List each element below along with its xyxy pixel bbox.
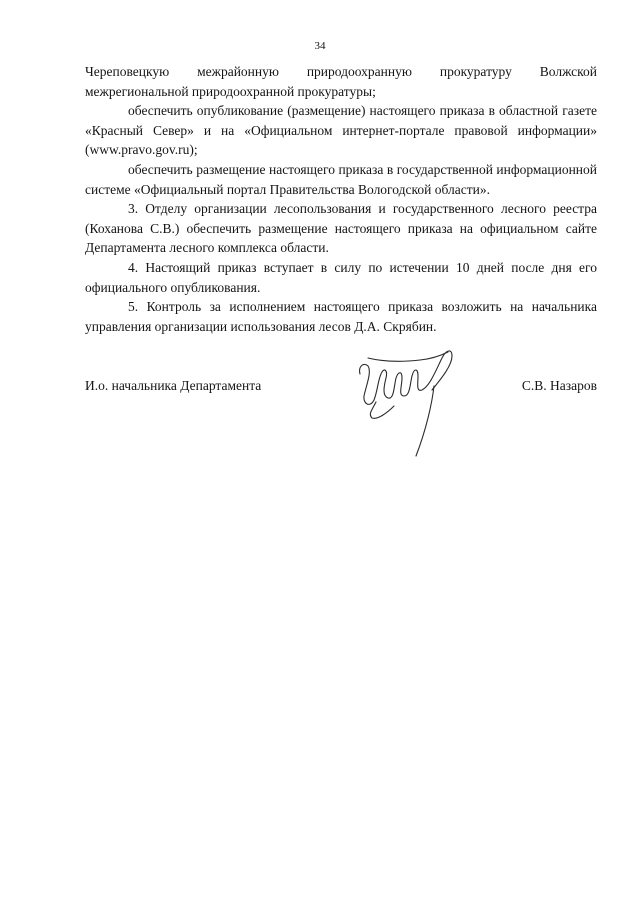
paragraph-publish-newspaper: обеспечить опубликование (размещение) настоящего приказа в областной газете «Красный Север» и на «Официальном интернет-портале правовой информации» (www.pravo.gov.ru); [85, 103, 597, 158]
handwritten-signature [354, 340, 466, 460]
document-body [85, 62, 597, 336]
signatory-position: И.о. начальника Департамента [85, 378, 262, 393]
paragraph-prosecutor: Череповецкую межрайонную природоохранную прокуратуру Волжской межрегиональной природоохранной прокуратуры; [85, 64, 597, 99]
paragraph-item-3: 3. Отделу организации лесопользования и государственного лесного реестра (Коханова С.В.) обеспечить размещение настоящего приказа на официальном сайте Департамента лесного комплекса области. [85, 201, 597, 256]
paragraph-item-5: 5. Контроль за исполнением настоящего приказа возложить на начальника управления организации использования лесов Д.А. Скрябин. [85, 299, 597, 334]
paragraph-publish-portal: обеспечить размещение настоящего приказа в государственной информационной системе «Официальный портал Правительства Вологодской области». [85, 161, 597, 197]
paragraph-item-4: 4. Настоящий приказ вступает в силу по истечении 10 дней после дня его официального опубликования. [85, 259, 597, 295]
page-number: 34 [314, 40, 326, 52]
signatory-name: С.В. Назаров [521, 378, 597, 393]
